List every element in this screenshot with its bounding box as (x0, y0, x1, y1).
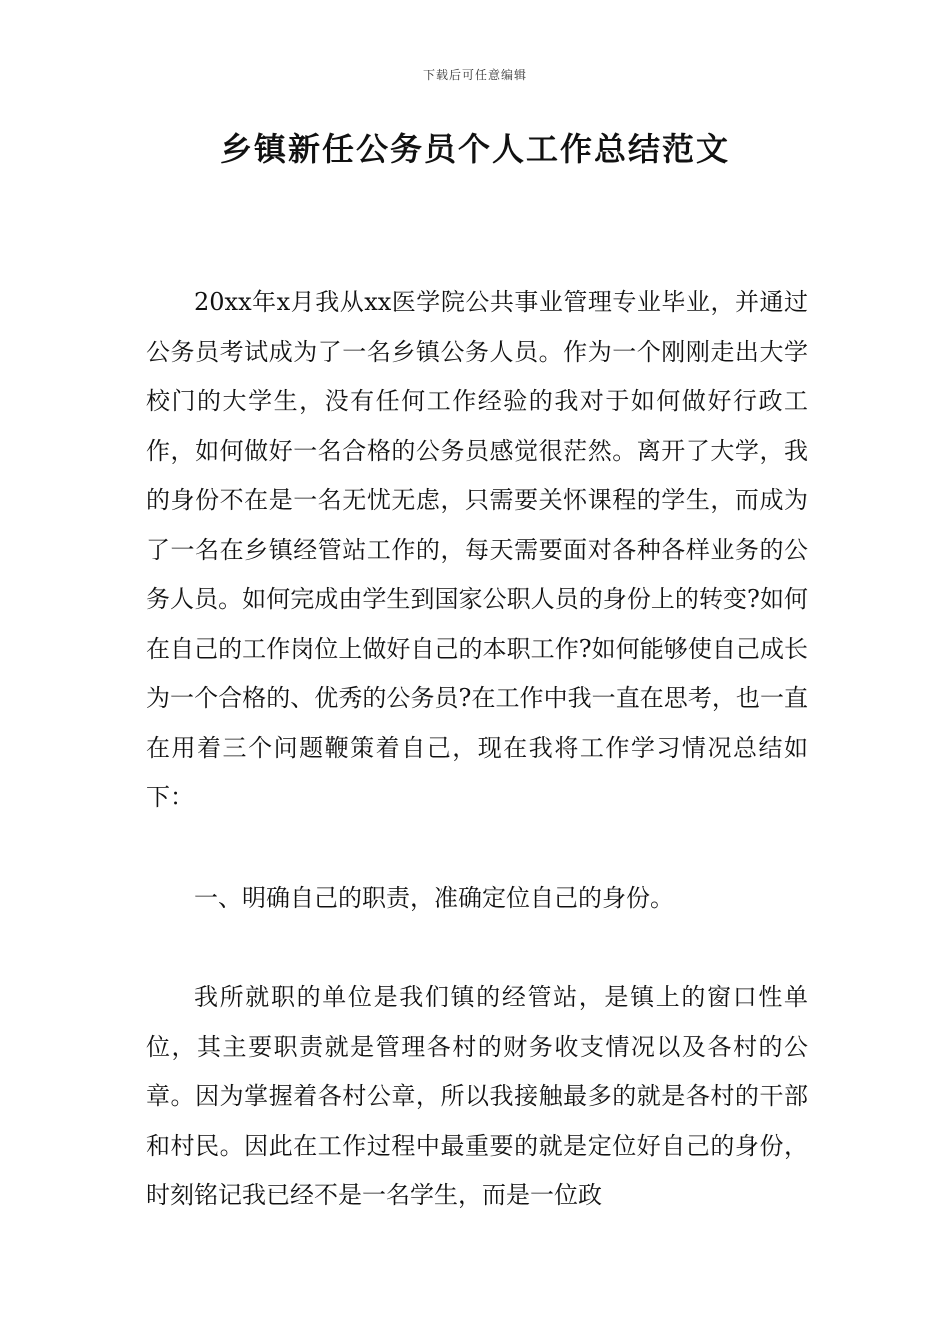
document-title: 乡镇新任公务员个人工作总结范文 (219, 130, 730, 168)
header-note: 下载后可任意编辑 (422, 68, 527, 82)
section-heading-1: 一、明确自己的职责，准确定位自己的身份。 (194, 884, 674, 912)
paragraph-intro: 20xx年x月我从xx医学院公共事业管理专业毕业，并通过公务员考试成为了一名乡镇公务人员。作为一个刚刚走出大学校门的大学生，没有任何工作经验的我对于如何做好行政工作，如何做好一名合格的公务员感觉很茫然。离开了大学，我的身份不在是一名无忧无虑，只需要关怀课程的学生，而成为了一名在乡镇经管站工作的，每天需要面对各种各样业务的公务人员。如何完成由学生到国家公职人员的身份上的转变?如何在自己的工作岗位上做好自己的本职工作?如何能够使自己成长为一个合格的、优秀的公务员?在工作中我一直在思考，也一直在用着三个问题鞭策着自己，现在我将工作学习情况总结如下： (146, 288, 808, 811)
paragraph-section-1: 我所就职的单位是我们镇的经管站，是镇上的窗口性单位，其主要职责就是管理各村的财务收支情况以及各村的公章。因为掌握着各村公章，所以我接触最多的就是各村的干部和村民。因此在工作过程中最重要的就是定位好自己的身份，时刻铭记我已经不是一名学生，而是一位政 (146, 983, 808, 1209)
